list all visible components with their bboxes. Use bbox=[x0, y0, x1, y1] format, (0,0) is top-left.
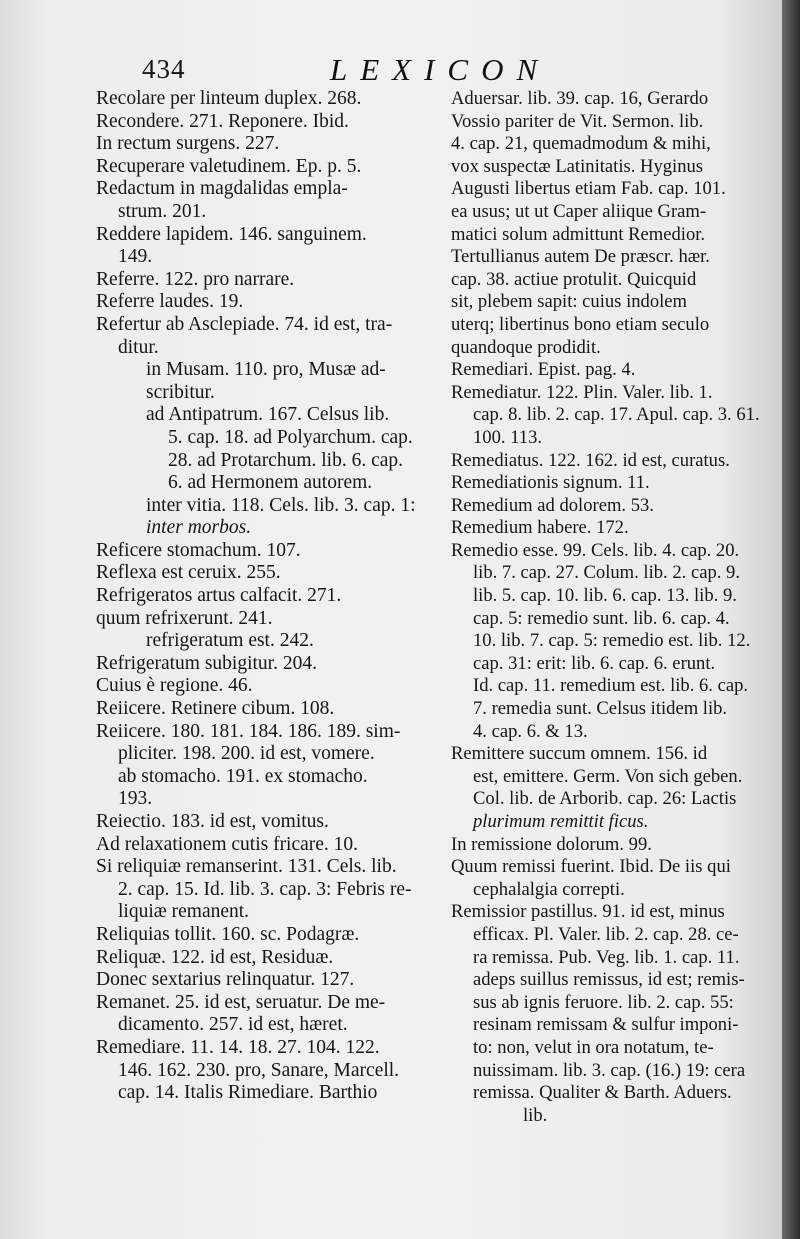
text-line: ad Antipatrum. 167. Celsus lib. bbox=[146, 404, 390, 426]
text-line: Vossio pariter de Vit. Sermon. lib. bbox=[451, 110, 704, 132]
text-line: Cuius è regione. 46. bbox=[96, 675, 253, 697]
text-line: 4. cap. 6. & 13. bbox=[473, 720, 588, 742]
text-line: refrigeratum est. 242. bbox=[146, 630, 314, 652]
text-line: Recondere. 271. Reponere. Ibid. bbox=[96, 110, 349, 132]
text-line: sus ab ignis feruore. lib. 2. cap. 55: bbox=[473, 991, 734, 1013]
text-line: 6. ad Hermonem autorem. bbox=[168, 472, 373, 494]
text-line: Tertullianus autem De præscr. hær. bbox=[451, 246, 710, 268]
text-line: Refertur ab Asclepiade. 74. id est, tra- bbox=[96, 313, 393, 335]
text-line: Remediare. 11. 14. 18. 27. 104. 122. bbox=[96, 1036, 380, 1058]
text-line: inter vitia. 118. Cels. lib. 3. cap. 1: bbox=[146, 494, 416, 516]
text-line: matici solum admittunt Remedior. bbox=[451, 223, 706, 245]
text-line: vox suspectæ Latinitatis. Hyginus bbox=[451, 155, 704, 177]
text-line: ditur. bbox=[118, 336, 159, 358]
text-line: Aduersar. lib. 39. cap. 16, Gerardo bbox=[451, 88, 709, 109]
text-line: 149. bbox=[118, 246, 153, 268]
text-line: cap. 31: erit: lib. 6. cap. 6. erunt. bbox=[473, 652, 716, 674]
text-line: Referre laudes. 19. bbox=[96, 291, 244, 313]
text-line: Remanet. 25. id est, seruatur. De me- bbox=[96, 991, 386, 1013]
text-line: strum. 201. bbox=[118, 200, 207, 222]
text-line: sit, plebem sapit: cuius indolem bbox=[451, 291, 688, 313]
text-line: est, emittere. Germ. Von sich geben. bbox=[473, 765, 743, 787]
text-line: 28. ad Protarchum. lib. 6. cap. bbox=[168, 449, 404, 471]
text-line: Remedio esse. 99. Cels. lib. 4. cap. 20. bbox=[451, 539, 740, 561]
text-line: inter morbos. bbox=[146, 517, 252, 539]
running-title: LEXICON bbox=[330, 52, 551, 87]
text-line: Referre. 122. pro narrare. bbox=[96, 268, 295, 290]
text-line: pliciter. 198. 200. id est, vomere. bbox=[118, 743, 375, 765]
text-line: Reiicere. 180. 181. 184. 186. 189. sim- bbox=[96, 720, 401, 742]
text-line: Reflexa est ceruix. 255. bbox=[96, 562, 281, 584]
text-line: Id. cap. 11. remedium est. lib. 6. cap. bbox=[473, 675, 749, 697]
text-line: to: non, velut in ora notatum, te- bbox=[473, 1036, 714, 1058]
text-line: 2. cap. 15. Id. lib. 3. cap. 3: Febris re- bbox=[118, 878, 412, 900]
text-line: Reiectio. 183. id est, vomitus. bbox=[96, 811, 329, 832]
text-line: ab stomacho. 191. ex stomacho. bbox=[118, 765, 368, 787]
text-line: Si reliquiæ remanserint. 131. Cels. lib. bbox=[96, 856, 397, 878]
text-line: quandoque prodidit. bbox=[451, 336, 601, 358]
text-line: Recolare per linteum duplex. 268. bbox=[96, 88, 362, 109]
text-line: Col. lib. de Arborib. cap. 26: Lactis bbox=[473, 788, 737, 810]
page-edge-shadow bbox=[782, 0, 800, 1239]
text-line: liquiæ remanent. bbox=[118, 901, 250, 923]
page-header bbox=[0, 52, 782, 92]
text-line: lib. bbox=[523, 1104, 548, 1126]
text-line: 7. remedia sunt. Celsus itidem lib. bbox=[473, 698, 728, 720]
text-line: lib. 7. cap. 27. Colum. lib. 2. cap. 9. bbox=[473, 562, 740, 584]
text-line: 100. 113. bbox=[473, 426, 543, 448]
text-line: Recuperare valetudinem. Ep. p. 5. bbox=[96, 155, 362, 177]
text-line: cap. 5: remedio sunt. lib. 6. cap. 4. bbox=[473, 607, 730, 629]
text-line: Remediatur. 122. Plin. Valer. lib. 1. bbox=[451, 381, 713, 403]
text-line: remissa. Qualiter & Barth. Aduers. bbox=[473, 1082, 732, 1104]
text-line: 146. 162. 230. pro, Sanare, Marcell. bbox=[118, 1059, 400, 1081]
text-line: cap. 38. actiue protulit. Quicquid bbox=[451, 268, 697, 290]
text-line: 193. bbox=[118, 788, 153, 810]
text-line: Remediari. Epist. pag. 4. bbox=[451, 359, 636, 381]
text-line: dicamento. 257. id est, hæret. bbox=[118, 1014, 348, 1036]
text-line: Reiicere. Retinere cibum. 108. bbox=[96, 698, 335, 720]
text-line: Augusti libertus etiam Fab. cap. 101. bbox=[451, 178, 726, 200]
text-line: lib. 5. cap. 10. lib. 6. cap. 13. lib. 9. bbox=[473, 585, 737, 607]
text-line: 10. lib. 7. cap. 5: remedio est. lib. 12. bbox=[473, 630, 751, 652]
text-line: ea usus; ut ut Caper aliique Gram- bbox=[451, 200, 707, 222]
text-line: resinam remissam & sulfur imponi- bbox=[473, 1014, 739, 1036]
left-column bbox=[96, 88, 436, 1105]
text-line: efficax. Pl. Valer. lib. 2. cap. 28. ce- bbox=[473, 923, 739, 945]
text-line: Remissior pastillus. 91. id est, minus bbox=[451, 901, 725, 923]
text-line: in Musam. 110. pro, Musæ ad- bbox=[146, 359, 386, 381]
text-line: Redactum in magdalidas empla- bbox=[96, 178, 348, 200]
text-line: quum refrixerunt. 241. bbox=[96, 607, 273, 629]
text-line: Reliquias tollit. 160. sc. Podagræ. bbox=[96, 923, 360, 945]
text-line: Remedium ad dolorem. 53. bbox=[451, 494, 654, 516]
text-line: Remediationis signum. 11. bbox=[451, 472, 650, 494]
text-line: adeps suillus remissus, id est; remis- bbox=[473, 969, 745, 991]
text-line: Ad relaxationem cutis fricare. 10. bbox=[96, 833, 359, 855]
text-line: ra remissa. Pub. Veg. lib. 1. cap. 11. bbox=[473, 946, 740, 968]
text-line: cephalalgia correpti. bbox=[473, 878, 625, 900]
text-line: cap. 8. lib. 2. cap. 17. Apul. cap. 3. 61. bbox=[473, 404, 760, 426]
text-line: plurimum remittit ficus. bbox=[473, 811, 649, 832]
text-line: Remedium habere. 172. bbox=[451, 517, 629, 539]
text-line: Donec sextarius relinquatur. 127. bbox=[96, 969, 355, 991]
text-line: 4. cap. 21, quemadmodum & mihi, bbox=[451, 133, 711, 155]
text-line: uterq; libertinus bono etiam seculo bbox=[451, 313, 710, 335]
text-line: 5. cap. 18. ad Polyarchum. cap. bbox=[168, 426, 413, 448]
text-line: Refrigeratum subigitur. 204. bbox=[96, 652, 317, 674]
text-line: nuissimam. lib. 3. cap. (16.) 19: cera bbox=[473, 1059, 746, 1081]
text-line: cap. 14. Italis Rimediare. Barthio bbox=[118, 1082, 378, 1104]
text-line: Remediatus. 122. 162. id est, curatus. bbox=[451, 449, 730, 471]
right-column bbox=[451, 88, 771, 1127]
text-line: In remissione dolorum. 99. bbox=[451, 833, 652, 855]
text-line: Reddere lapidem. 146. sanguinem. bbox=[96, 223, 367, 245]
text-line: Reficere stomachum. 107. bbox=[96, 539, 301, 561]
text-line: Reliquæ. 122. id est, Residuæ. bbox=[96, 946, 334, 968]
text-line: scribitur. bbox=[146, 381, 215, 403]
text-line: Remittere succum omnem. 156. id bbox=[451, 743, 708, 765]
text-line: In rectum surgens. 227. bbox=[96, 133, 280, 155]
text-line: Refrigeratos artus calfacit. 271. bbox=[96, 585, 342, 607]
page-number: 434 bbox=[142, 54, 186, 84]
text-line: Quum remissi fuerint. Ibid. De iis qui bbox=[451, 856, 731, 878]
